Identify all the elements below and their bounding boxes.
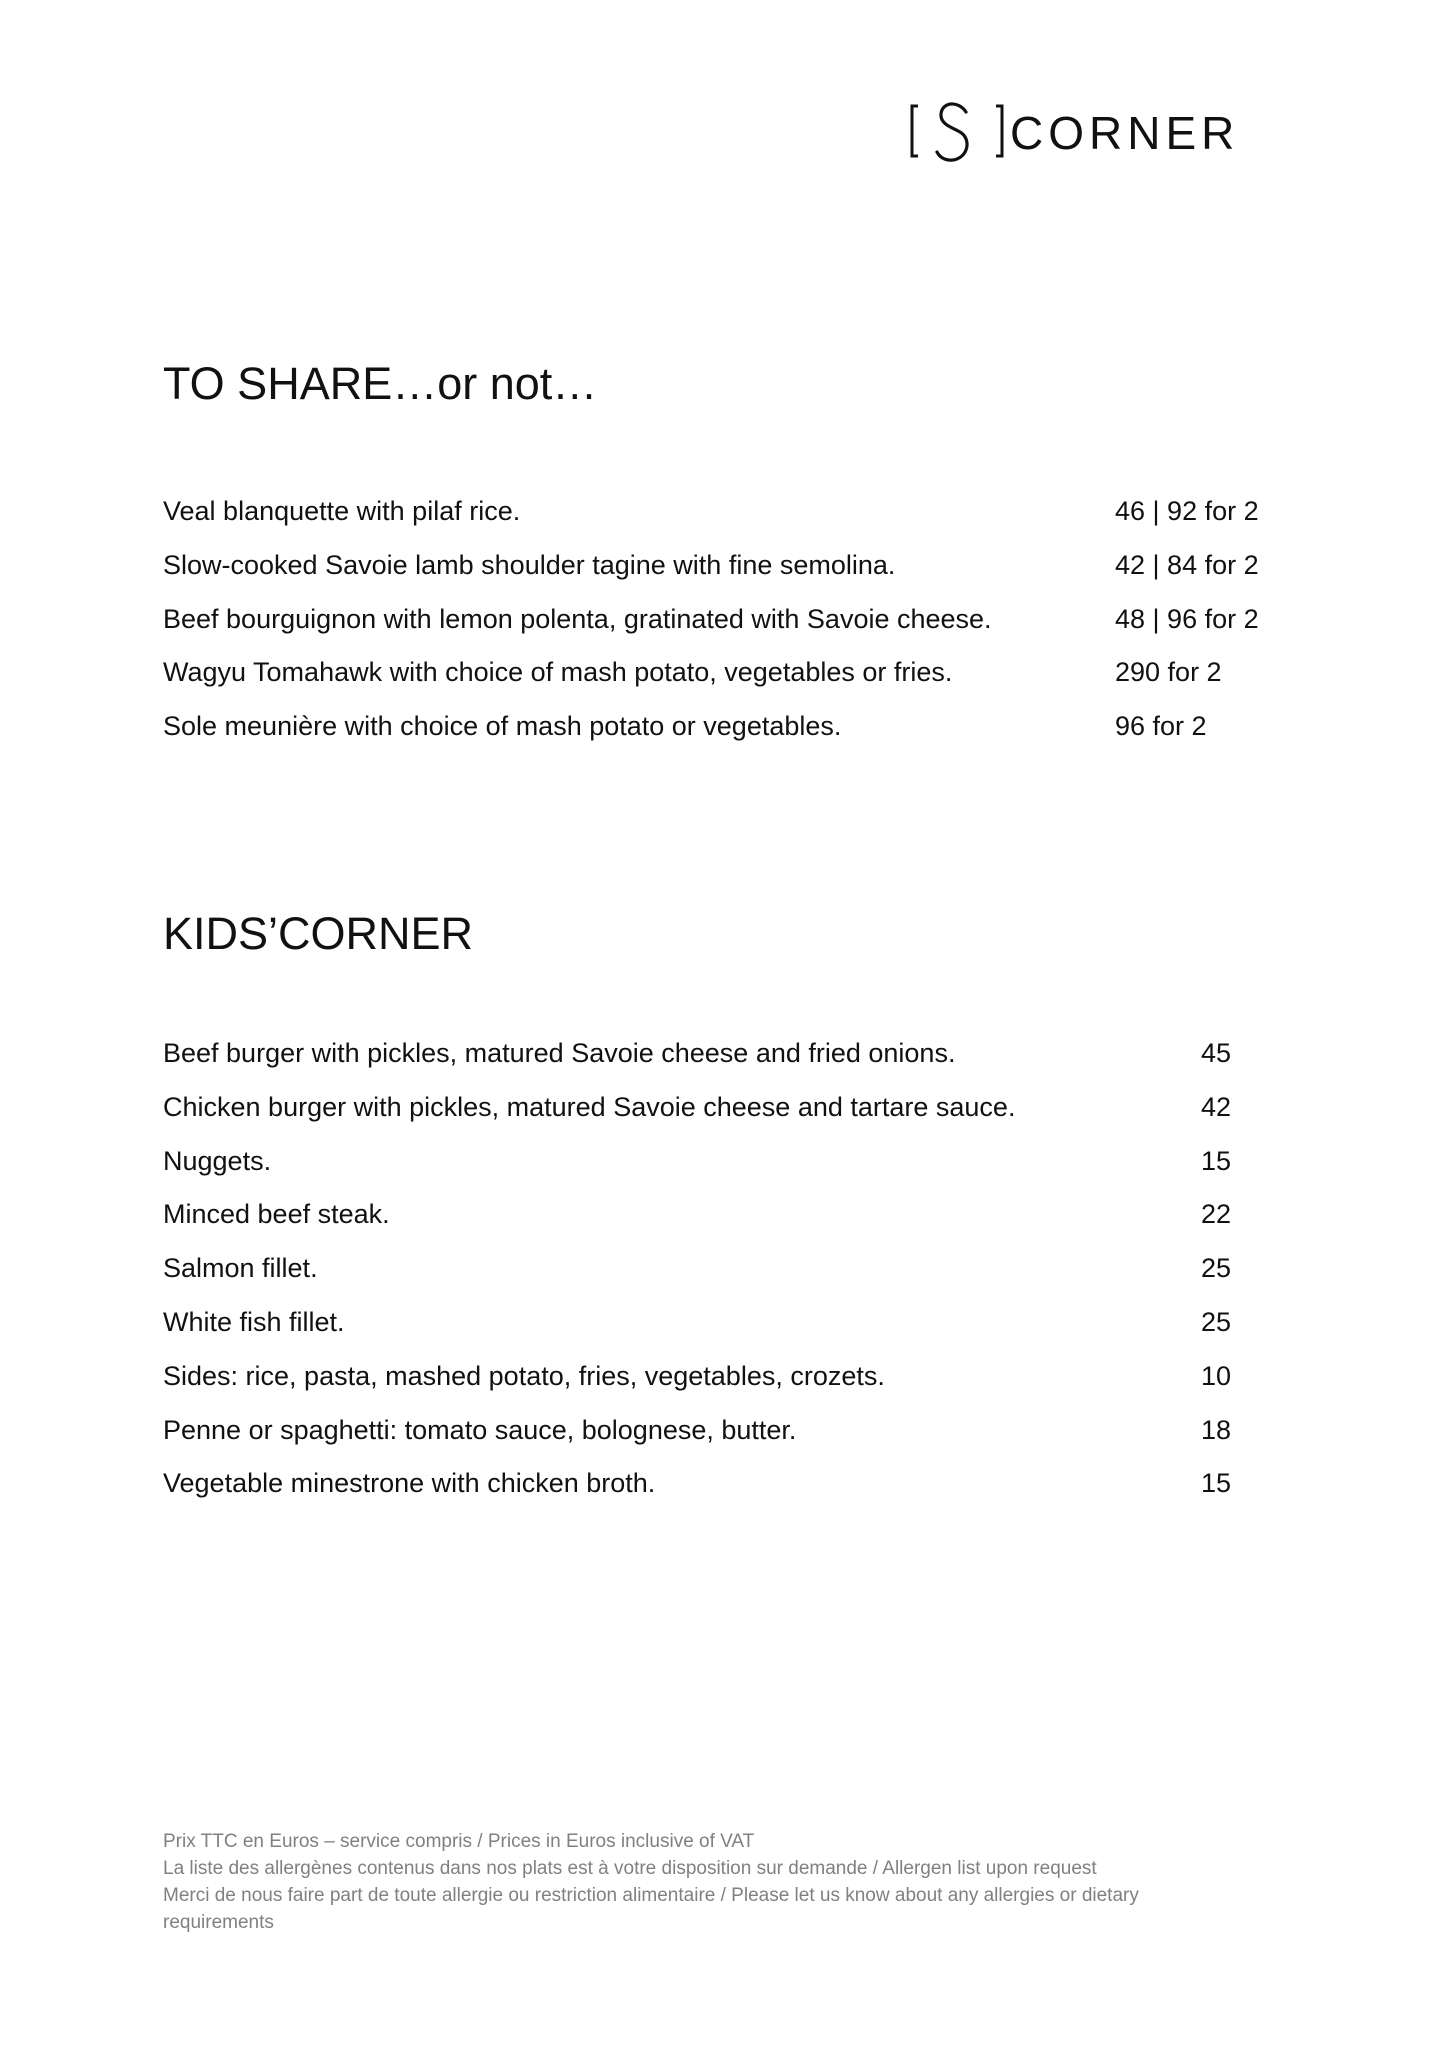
menu-item bbox=[163, 1255, 1283, 1309]
menu-item bbox=[163, 1360, 1283, 1417]
menu-item bbox=[163, 1414, 1283, 1471]
menu-item bbox=[163, 1040, 1283, 1094]
menu-item bbox=[163, 659, 1283, 713]
item-name: Chicken burger with pickles, matured Savoie cheese and tartare sauce. bbox=[163, 1091, 1016, 1122]
footer-notes bbox=[163, 1828, 1203, 1936]
item-name: Vegetable minestrone with chicken broth. bbox=[163, 1468, 656, 1499]
logo-wordmark: CORNER bbox=[1010, 107, 1240, 159]
kids-section-title: KIDS’CORNER bbox=[163, 908, 474, 959]
item-price: 22 bbox=[1201, 1199, 1232, 1230]
item-price: 96 for 2 bbox=[1115, 711, 1207, 742]
item-name: Veal blanquette with pilaf rice. bbox=[163, 496, 521, 526]
menu-item bbox=[163, 1470, 1283, 1524]
item-price: 48 | 96 for 2 bbox=[1115, 603, 1259, 634]
menu-item bbox=[163, 549, 1283, 606]
footer-vat-note: Prix TTC en Euros – service compris / Prices in Euros inclusive of VAT bbox=[163, 1831, 755, 1852]
item-name: Salmon fillet. bbox=[163, 1253, 318, 1284]
item-price: 25 bbox=[1201, 1306, 1232, 1337]
item-price: 42 bbox=[1201, 1091, 1232, 1122]
item-price: 25 bbox=[1201, 1253, 1232, 1284]
footer-allergen-note: La liste des allergènes contenus dans nos plats est à votre disposition sur demande / Allergen list upon request bbox=[163, 1858, 1097, 1879]
menu-item bbox=[163, 1091, 1283, 1148]
item-name: Slow-cooked Savoie lamb shoulder tagine with fine semolina. bbox=[163, 549, 896, 580]
item-price: 15 bbox=[1201, 1468, 1232, 1499]
menu-item bbox=[163, 498, 1283, 552]
bracketed-s-logo-icon bbox=[908, 98, 1006, 168]
share-section-title: TO SHARE…or not… bbox=[163, 358, 598, 409]
item-price: 45 bbox=[1201, 1038, 1232, 1068]
item-price: 18 bbox=[1201, 1414, 1232, 1445]
item-name: White fish fillet. bbox=[163, 1306, 345, 1337]
item-name: Sides: rice, pasta, mashed potato, fries, vegetables, crozets. bbox=[163, 1360, 885, 1391]
item-name: Minced beef steak. bbox=[163, 1199, 390, 1230]
item-price: 10 bbox=[1201, 1360, 1232, 1391]
item-name: Beef burger with pickles, matured Savoie cheese and fried onions. bbox=[163, 1038, 956, 1068]
item-name: Wagyu Tomahawk with choice of mash potato, vegetables or fries. bbox=[163, 657, 953, 688]
item-name: Penne or spaghetti: tomato sauce, bolognese, butter. bbox=[163, 1414, 797, 1445]
footer-allergy-request: Merci de nous faire part de toute allergie ou restriction alimentaire / Please let us know about any allergies or dietary requirements bbox=[163, 1885, 1139, 1933]
kids-menu-list bbox=[163, 1040, 1283, 1524]
item-price: 290 for 2 bbox=[1115, 657, 1222, 688]
menu-item bbox=[163, 1201, 1283, 1255]
menu-item bbox=[163, 1306, 1283, 1363]
item-price: 42 | 84 for 2 bbox=[1115, 549, 1259, 580]
menu-item bbox=[163, 713, 1283, 767]
share-menu-list bbox=[163, 498, 1283, 767]
item-name: Sole meunière with choice of mash potato or vegetables. bbox=[163, 711, 842, 742]
item-name: Beef bourguignon with lemon polenta, gratinated with Savoie cheese. bbox=[163, 603, 992, 634]
logo bbox=[908, 98, 1268, 168]
menu-item bbox=[163, 603, 1283, 660]
item-name: Nuggets. bbox=[163, 1145, 272, 1176]
item-price: 15 bbox=[1201, 1145, 1232, 1176]
item-price: 46 | 92 for 2 bbox=[1115, 496, 1259, 526]
menu-item bbox=[163, 1145, 1283, 1202]
